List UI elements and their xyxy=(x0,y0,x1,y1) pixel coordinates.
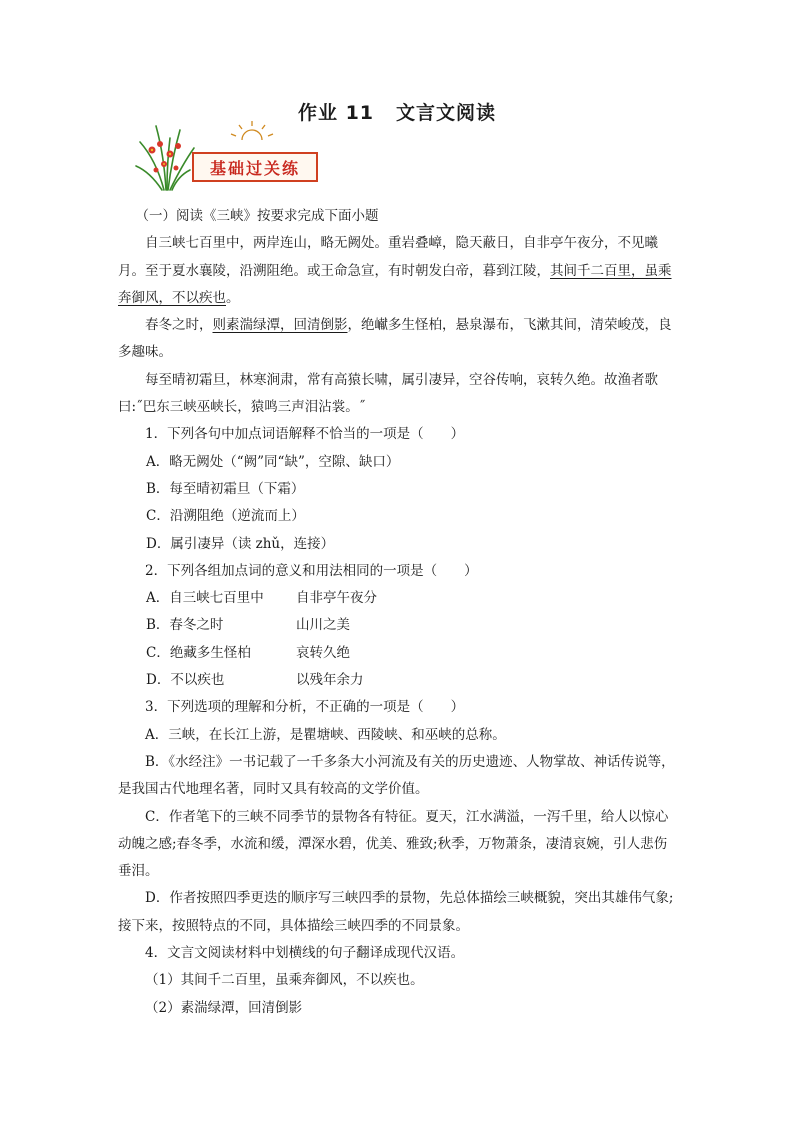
question-2-option-c xyxy=(118,640,678,667)
question-4-stem: 4．文言文阅读材料中划横线的句子翻译成现代汉语。 xyxy=(145,945,465,962)
badge-label: 基础过关练 xyxy=(192,152,318,182)
question-1-option-a: A．略无阙处（“阙”同“缺”，空隙、缺口） xyxy=(146,453,400,470)
question-1-option-c: C．沿溯阻绝（逆流而上） xyxy=(146,508,305,525)
question-2-option-a xyxy=(118,585,678,612)
question-3-stem: 3．下列选项的理解和分析，不正确的一项是（ ） xyxy=(145,699,465,716)
passage-paragraph-1 xyxy=(118,230,678,312)
question-1-option-d: D．属引凄异（读 zhǔ，连接） xyxy=(146,535,335,552)
option-left: C．绝藏多生怪柏 xyxy=(146,644,251,661)
question-3-option-b: B．《水经注》一书记载了一千多条大小河流及有关的历史遗迹、人物掌故、神话传说等，是我国古代地理名著，同时又具有较高的文学价值。 xyxy=(118,753,675,798)
passage-paragraph-2 xyxy=(118,312,678,367)
underlined-sentence-1: 其间千二百里，虽乘奔御风，不以疾也 xyxy=(118,262,672,306)
question-1-stem: 1．下列各句中加点词语解释不恰当的一项是（ ） xyxy=(145,426,465,443)
question-4-item-2: （2）素湍绿潭，回清倒影 xyxy=(145,999,303,1016)
option-right: 哀转久绝 xyxy=(296,644,350,661)
question-4-item-1: （1）其间千二百里，虽乘奔御风，不以疾也。 xyxy=(145,972,424,989)
passage-text: 。 xyxy=(226,289,240,306)
page-title xyxy=(0,98,794,125)
title-number: 作业 11 xyxy=(297,102,375,124)
passage-text: ，绝𪩘多生怪柏，悬泉瀑布，飞漱其间，清荣峻茂，良多趣味。 xyxy=(118,317,672,361)
question-3-option-c: C．作者笔下的三峡不同季节的景物各有特征。夏天，江水满溢，一泻千里，给人以惊心动魄之感;春冬季，水流和缓，潭深水碧，优美、雅致;秋季，万物萧条，凄清哀婉，引人悲伤垂泪。 xyxy=(118,808,669,880)
section-heading: （一）阅读《三峡》按要求完成下面小题 xyxy=(135,208,379,224)
question-2-stem: 2．下列各组加点词的意义和用法相同的一项是（ ） xyxy=(145,562,478,579)
option-right: 以残年余力 xyxy=(296,672,364,689)
document-body xyxy=(118,203,678,1022)
passage-paragraph-3: 每至晴初霜旦，林寒涧肃，常有高猿长啸，属引凄异，空谷传响，哀转久绝。故渔者歌曰:˝巴东三峡巫峡长，猿鸣三声泪沾裳。˝ xyxy=(118,371,658,416)
underlined-sentence-2: 则素湍绿潭，回清倒影 xyxy=(212,317,348,334)
option-left: B．春冬之时 xyxy=(146,617,224,634)
passage-text: 自三峡七百里中，两岸连山，略无阙处。重岩叠嶂，隐天蔽日，自非亭午夜分，不见曦月。至于夏水襄陵，沿溯阻绝。或王命急宣，有时朝发白帝，暮到江陵， xyxy=(118,235,658,279)
passage-text: 春冬之时， xyxy=(145,317,213,334)
section-badge xyxy=(134,120,334,195)
question-1-option-b: B．每至晴初霜旦（下霜） xyxy=(146,480,305,497)
option-right: 山川之美 xyxy=(296,617,350,634)
title-topic: 文言文阅读 xyxy=(396,102,497,124)
option-right: 自非亭午夜分 xyxy=(296,590,377,607)
option-left: D．不以疾也 xyxy=(146,672,225,689)
question-2-option-d xyxy=(118,667,678,694)
question-3-option-a: A．三峡，在长江上游，是瞿塘峡、西陵峡、和巫峡的总称。 xyxy=(145,726,506,743)
question-3-option-d: D．作者按照四季更迭的顺序写三峡四季的景物，先总体描绘三峡概貌，突出其雄伟气象;接下来，按照特点的不同，具体描绘三峡四季的不同景象。 xyxy=(118,890,674,934)
question-2-option-b xyxy=(118,612,678,639)
option-left: A．自三峡七百里中 xyxy=(146,590,264,607)
